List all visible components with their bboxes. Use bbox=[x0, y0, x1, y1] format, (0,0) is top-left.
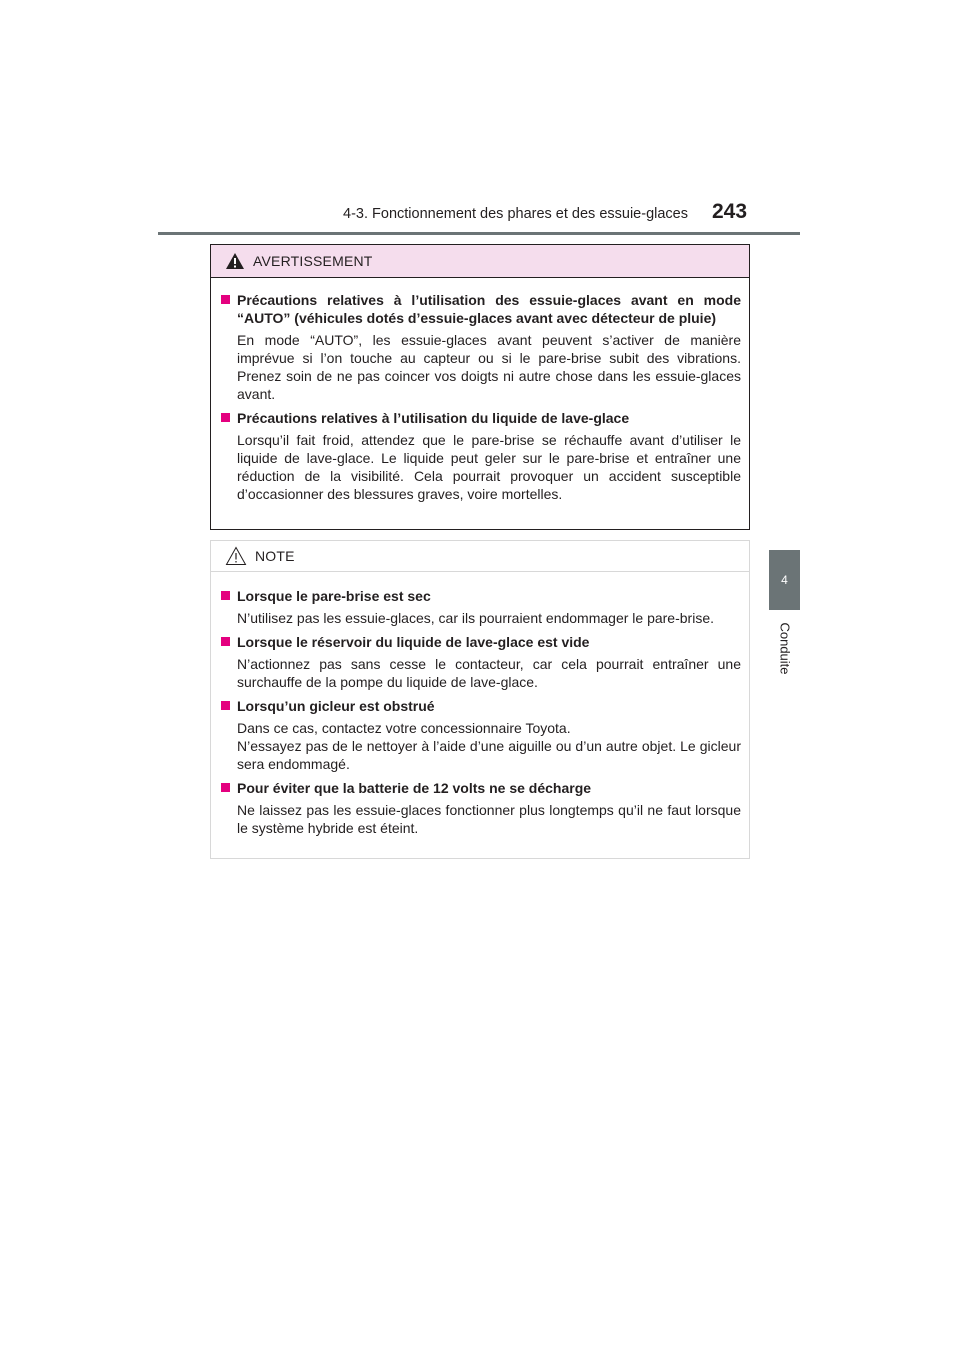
bullet-square-icon bbox=[221, 591, 230, 600]
item-text-line: N’essayez pas de le nettoyer à l’aide d’une aiguille ou d’un autre objet. Le gicleur sera endommagé. bbox=[237, 738, 741, 772]
warning-triangle-icon bbox=[225, 252, 245, 270]
note-item bbox=[221, 697, 741, 773]
item-text: Ne laissez pas les essuie-glaces fonctionner plus longtemps qu’il ne faut lorsque le système hybride est éteint. bbox=[237, 802, 741, 836]
item-title: Pour éviter que la batterie de 12 volts ne se décharge bbox=[237, 780, 592, 796]
item-text-line: Dans ce cas, contactez votre concessionnaire Toyota. bbox=[237, 720, 571, 736]
item-text: En mode “AUTO”, les essuie-glaces avant peuvent s’activer de manière imprévue si l’on touche au capteur ou si le pare-brise subit des vibrations. Prenez soin de ne pas coincer vos doigts ni autre chose dans les essuie-glaces avant. bbox=[237, 332, 741, 402]
page-number: 243 bbox=[712, 200, 748, 223]
item-title: Lorsque le pare-brise est sec bbox=[237, 588, 431, 604]
chapter-label-text: Conduite bbox=[777, 621, 793, 675]
warning-body bbox=[211, 278, 749, 503]
note-item bbox=[221, 779, 741, 837]
warning-label: AVERTISSEMENT bbox=[253, 253, 373, 269]
chapter-tab bbox=[769, 550, 800, 610]
note-body bbox=[211, 572, 749, 837]
note-header bbox=[211, 541, 749, 572]
warning-item bbox=[221, 291, 741, 403]
item-title: Précautions relatives à l’utilisation des essuie-glaces avant en mode “AUTO” (véhicules dotés d’essuie-glaces avant avec détecteur de pluie) bbox=[237, 292, 741, 326]
warning-header bbox=[211, 245, 749, 278]
chapter-number: 4 bbox=[781, 573, 788, 587]
note-label: NOTE bbox=[255, 548, 295, 564]
bullet-square-icon bbox=[221, 637, 230, 646]
section-title: 4-3. Fonctionnement des phares et des essuie-glaces bbox=[343, 206, 688, 222]
note-box bbox=[210, 540, 750, 859]
bullet-square-icon bbox=[221, 783, 230, 792]
item-title: Lorsque le réservoir du liquide de lave-glace est vide bbox=[237, 634, 590, 650]
caution-outline-triangle-icon bbox=[225, 546, 247, 566]
warning-box bbox=[210, 244, 750, 530]
item-text bbox=[221, 719, 741, 773]
warning-item bbox=[221, 409, 741, 503]
bullet-square-icon bbox=[221, 295, 230, 304]
bullet-square-icon bbox=[221, 413, 230, 422]
bullet-square-icon bbox=[221, 701, 230, 710]
note-item bbox=[221, 633, 741, 691]
item-text: N’actionnez pas sans cesse le contacteur, car cela pourrait entraîner une surchauffe de la pompe du liquide de lave-glace. bbox=[237, 656, 741, 690]
item-title: Précautions relatives à l’utilisation du liquide de lave-glace bbox=[237, 410, 630, 426]
header-divider bbox=[158, 232, 800, 235]
item-title: Lorsqu’un gicleur est obstrué bbox=[237, 698, 435, 714]
chapter-label bbox=[760, 618, 810, 678]
item-text: N’utilisez pas les essuie-glaces, car ils pourraient endommager le pare-brise. bbox=[237, 610, 714, 626]
note-item bbox=[221, 587, 741, 627]
item-text: Lorsqu’il fait froid, attendez que le pare-brise se réchauffe avant d’utiliser le liquide de lave-glace. Le liquide peut geler sur le pare-brise et entraîner une réduction de la visibilité. Cela pourrait provoquer un accident susceptible d’occasionner des blessures graves, voire mortelles. bbox=[237, 432, 741, 502]
